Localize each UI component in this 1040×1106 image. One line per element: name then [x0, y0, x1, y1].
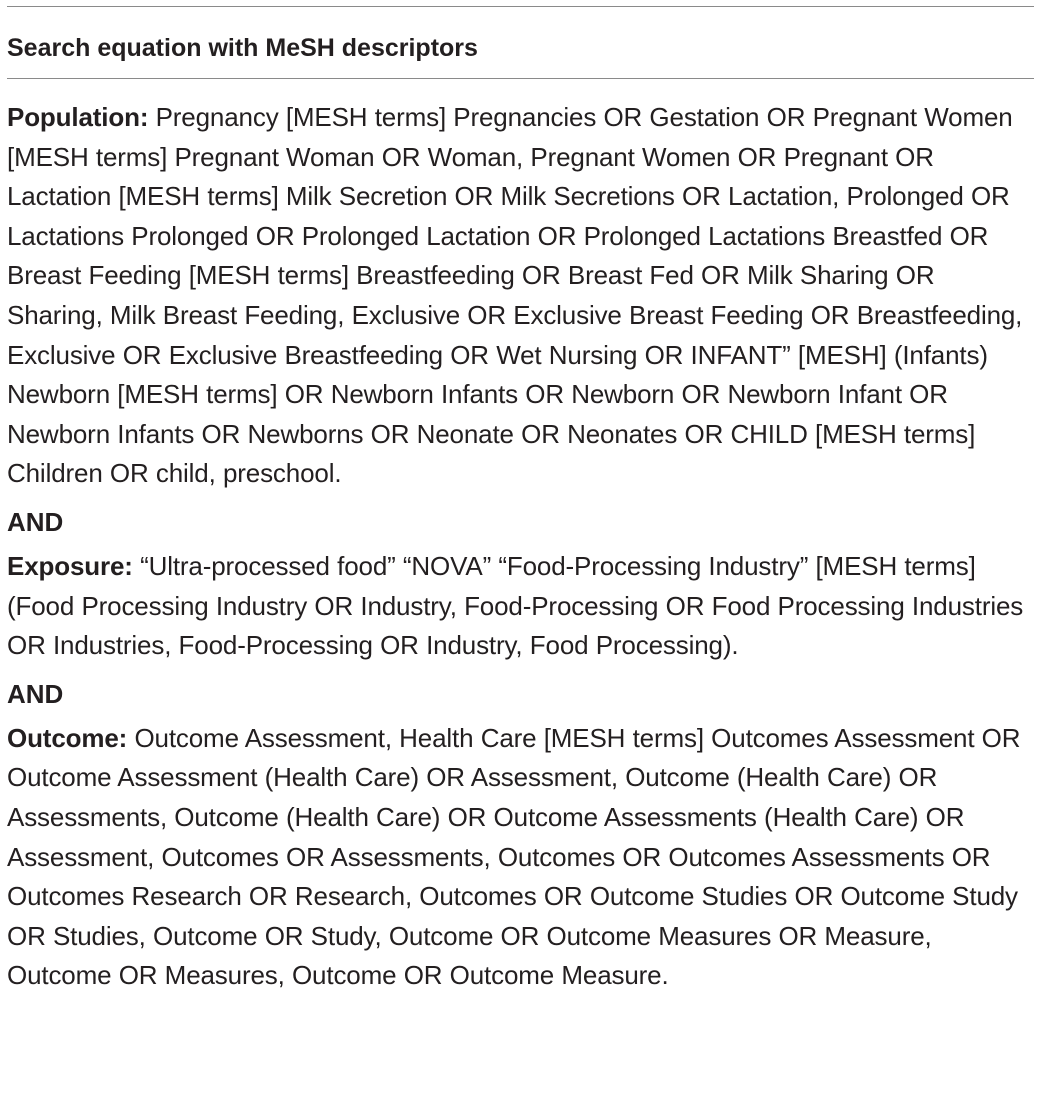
population-paragraph	[7, 98, 1034, 494]
table-header: Search equation with MeSH descriptors	[7, 34, 478, 62]
population-label: Population:	[7, 102, 149, 132]
exposure-label: Exposure:	[7, 550, 133, 581]
population-text: Pregnancy [MESH terms] Pregnancies OR Gestation OR Pregnant Women [MESH terms] Pregnant Woman OR Woman, Pregnant Women OR Pregnant OR Lactation [MESH terms] Milk Secretion OR Milk Secretions OR Lactation, Prolonged OR Lactations Prolonged OR Prolonged Lactation OR Prolonged Lactations Breastfed OR Breast Feeding [MESH terms] Breastfeeding OR Breast Fed OR Milk Sharing OR Sharing, Milk Breast Feeding, Exclusive OR Exclusive Breast Feeding OR Breastfeeding, Exclusive OR Exclusive Breastfeeding OR Wet Nursing OR INFANT” [MESH] (Infants) Newborn [MESH terms] OR Newborn Infants OR Newborn OR Newborn Infant OR Newborn Infants OR Newborns OR Neonate OR Neonates OR CHILD [MESH terms] Children OR child, preschool.	[7, 102, 1023, 489]
outcome-text: Outcome Assessment, Health Care [MESH terms] Outcomes Assessment OR Outcome Assessment (Health Care) OR Assessment, Outcome (Health Care) OR Assessments, Outcome (Health Care) OR Outcome Assessments (Health Care) OR Assessment, Outcomes OR Assessments, Outcomes OR Outcomes Assessments OR Outcomes Research OR Research, Outcomes OR Outcome Studies OR Outcome Study OR Studies, Outcome OR Study, Outcome OR Outcome Measures OR Measure, Outcome OR Measures, Outcome OR Outcome Measure.	[7, 722, 1021, 991]
and-connector: AND	[7, 678, 64, 709]
outcome-label: Outcome:	[7, 722, 128, 753]
exposure-text: “Ultra-processed food” “NOVA” “Food-Processing Industry” [MESH terms] (Food Processing Industry OR Industry, Food-Processing OR Food Processing Industries OR Industries, Food-Processing OR Industry, Food Processing).	[7, 550, 1024, 661]
exposure-paragraph	[7, 547, 1034, 666]
and-connector: AND	[7, 506, 64, 537]
table-body	[7, 79, 1034, 996]
search-equation-table	[7, 0, 1034, 996]
outcome-paragraph	[7, 719, 1034, 996]
